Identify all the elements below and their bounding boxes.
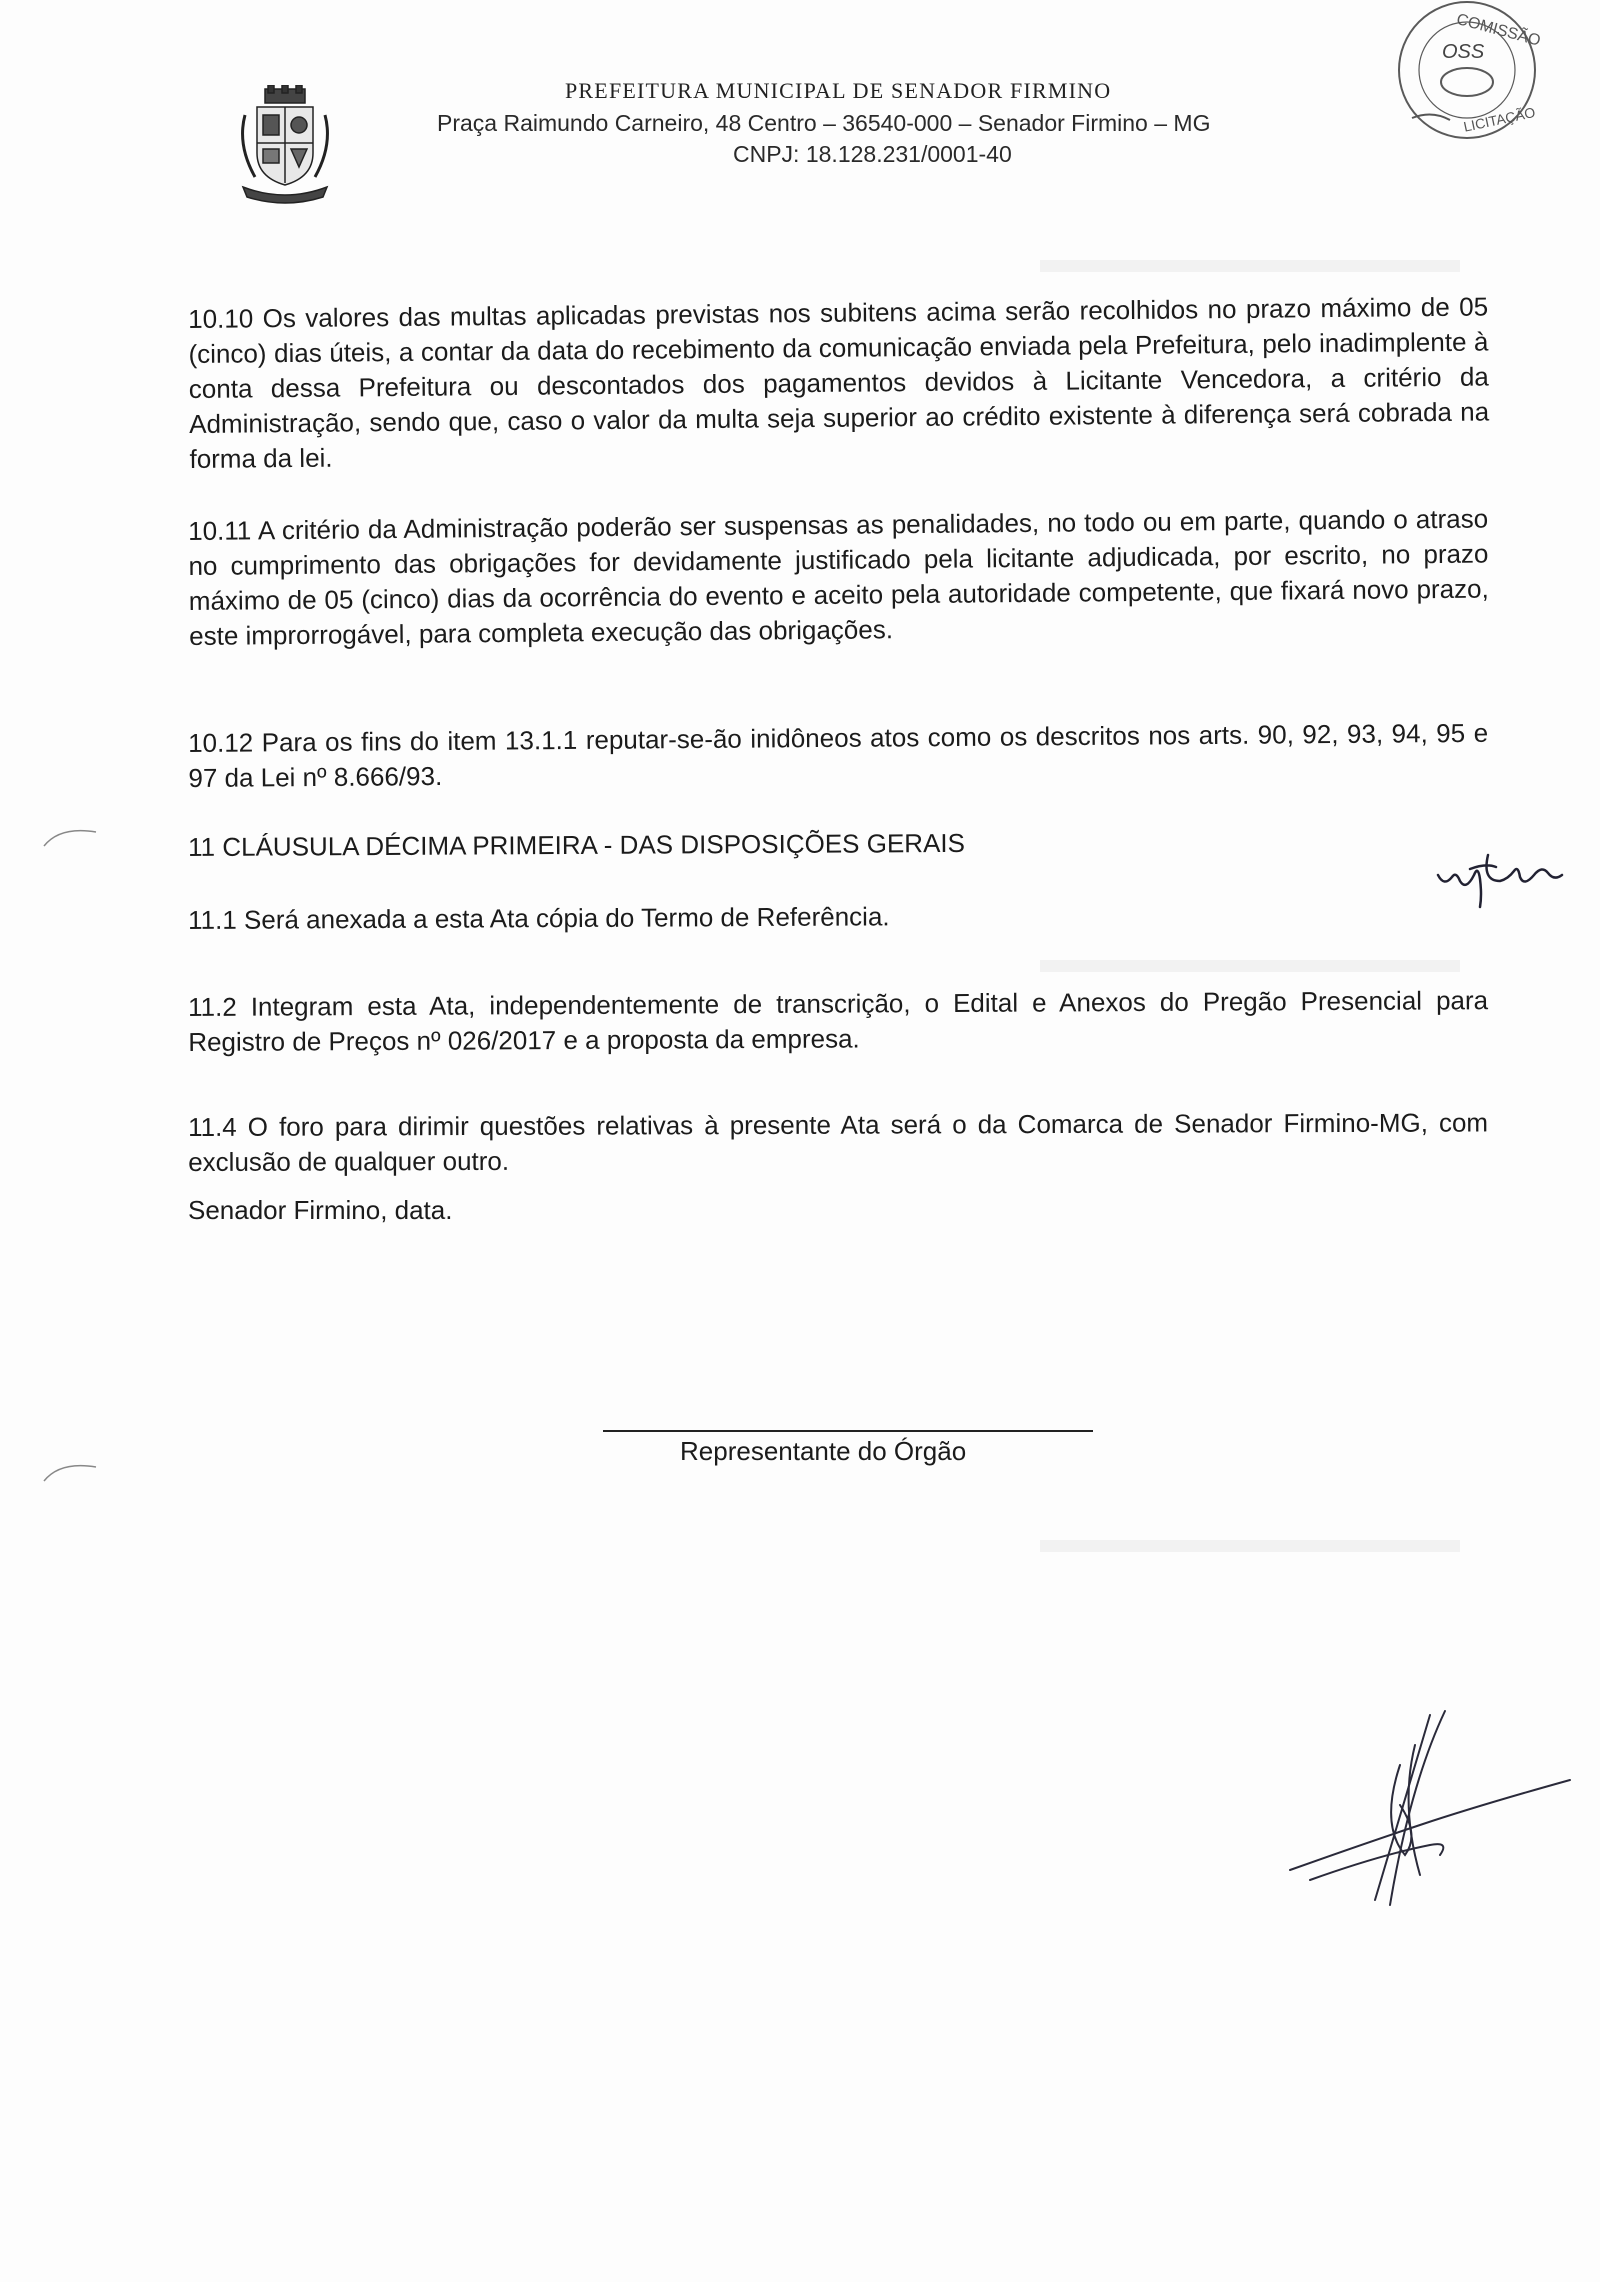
paragraph-10-11: 10.11 A critério da Administração poderão ser suspensas as penalidades, no todo ou em parte, quando o atraso no cumprimento das obrigações for devidamente justificado pela licitante adjudicada, por escrito, no prazo máximo de 05 (cinco) dias da ocorrência do evento e aceito pela autoridade competente, que fixará novo prazo, este improrrogável, para completa execução das obrigações. (188, 503, 1489, 651)
paragraph-10-10: 10.10 Os valores das multas aplicadas previstas nos subitens acima serão recolhidos no prazo máximo de 05 (cinco) dias úteis, a contar da data do recebimento da comunicação enviada pela Prefeitura, pelo inadimplente à conta dessa Prefeitura ou descontados dos pagamentos devidos à Licitante Vencedora, a critério da Administração, sendo que, caso o valor da multa seja superior ao crédito existente à diferença será cobrada na forma da lei. (188, 291, 1490, 474)
signature-label: Representante do Órgão (680, 1436, 967, 1466)
header-title: PREFEITURA MUNICIPAL DE SENADOR FIRMINO (565, 78, 1112, 103)
svg-text:COMISSÃO: COMISSÃO (1454, 10, 1543, 50)
handwritten-signature-icon (1280, 1705, 1580, 1915)
paragraph-11-1: 11.1 Será anexada a esta Ata cópia do Termo de Referência. (188, 901, 890, 935)
municipal-crest-icon (235, 85, 335, 205)
handwritten-initials-icon (1430, 835, 1590, 915)
scan-mark-icon (40, 1455, 100, 1485)
paragraph-11-2: 11.2 Integram esta Ata, independentemente de transcrição, o Edital e Anexos do Pregão Presencial para Registro de Preços nº 026/2017 e a proposta da empresa. (188, 985, 1489, 1057)
clause-11-heading: 11 CLÁUSULA DÉCIMA PRIMEIRA - DAS DISPOSIÇÕES GERAIS (188, 827, 966, 862)
paragraph-10-12: 10.12 Para os fins do item 13.1.1 reputar-se-ão inidôneos atos como os descritos nos arts. 90, 92, 93, 94, 95 e 97 da Lei nº 8.666/93. (188, 717, 1489, 793)
header-cnpj: CNPJ: 18.128.231/0001-40 (733, 141, 1012, 167)
show-through-mark (1040, 1540, 1460, 1552)
signature-line (603, 1430, 1093, 1432)
show-through-mark (1040, 260, 1460, 272)
place-date: Senador Firmino, data. (188, 1195, 453, 1225)
show-through-mark (1040, 960, 1460, 972)
scan-mark-icon (40, 820, 100, 850)
svg-text:OSS: OSS (1442, 41, 1485, 63)
svg-text:LICITAÇÃO: LICITAÇÃO (1462, 103, 1537, 135)
commission-stamp-icon (1372, 0, 1552, 170)
paragraph-11-4: 11.4 O foro para dirimir questões relativas à presente Ata será o da Comarca de Senador Firmino-MG, com exclusão de qualquer outro. (188, 1107, 1489, 1177)
header-address: Praça Raimundo Carneiro, 48 Centro – 36540-000 – Senador Firmino – MG (437, 110, 1211, 136)
